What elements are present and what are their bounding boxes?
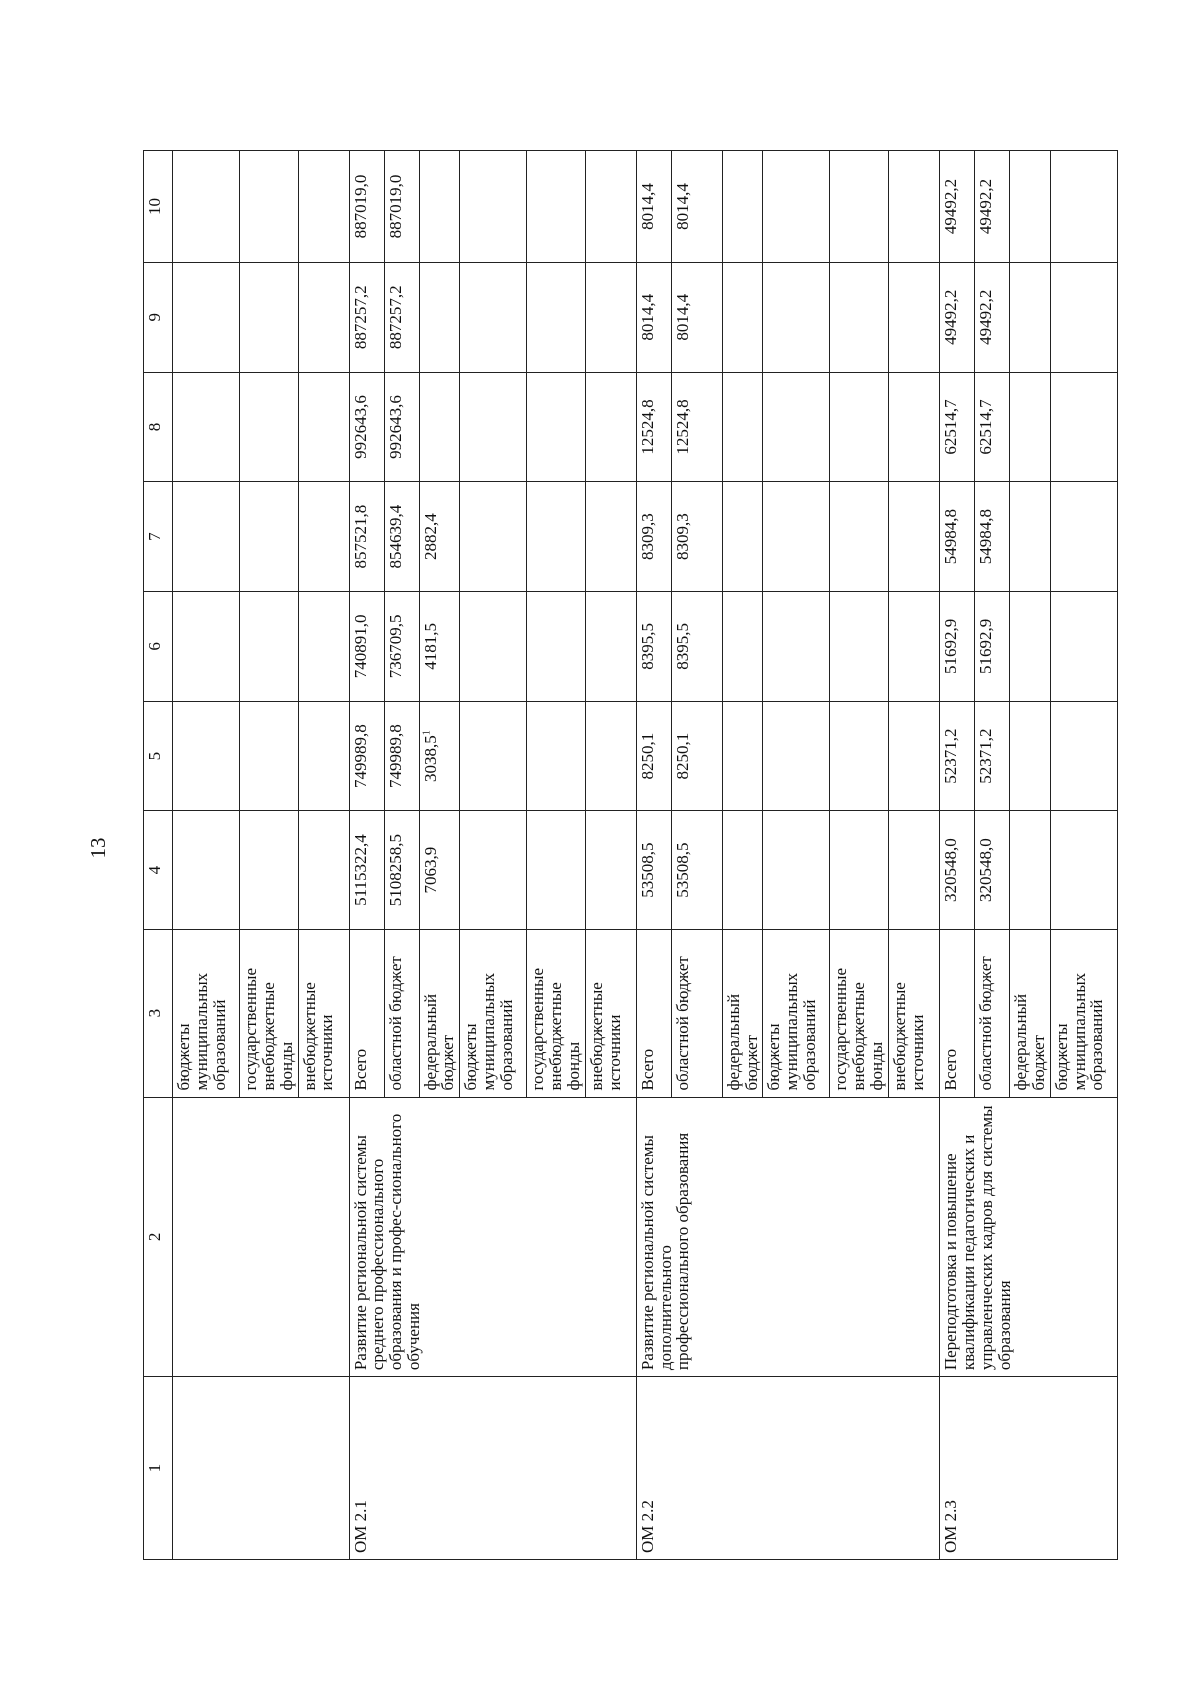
value-text: 992643,6 xyxy=(350,395,370,459)
value-cell xyxy=(419,262,460,372)
value-text: 51692,9 xyxy=(975,618,995,674)
value-cell xyxy=(585,701,636,811)
value-text: 749989,8 xyxy=(350,724,370,788)
value-cell xyxy=(671,701,722,811)
measure-code: ОМ 2.1 xyxy=(349,1377,636,1560)
value-cell xyxy=(240,482,299,592)
value-cell xyxy=(939,372,974,482)
value-cell xyxy=(974,592,1009,702)
column-header: 10 xyxy=(144,151,173,263)
value-cell xyxy=(939,811,974,929)
value-text: 49492,2 xyxy=(975,178,995,235)
value-cell xyxy=(384,372,419,482)
value-cell xyxy=(671,262,722,372)
value-cell xyxy=(173,262,240,372)
value-cell xyxy=(939,262,974,372)
value-cell xyxy=(349,262,384,372)
value-cell xyxy=(830,262,889,372)
value-cell xyxy=(939,701,974,811)
funding-source: внебюджетные источники xyxy=(298,929,349,1097)
value-text: 8250,1 xyxy=(672,732,692,780)
funding-source: бюджеты муниципальных образований xyxy=(173,929,240,1097)
value-cell xyxy=(974,262,1009,372)
value-cell xyxy=(888,701,939,811)
value-cell xyxy=(939,482,974,592)
value-cell xyxy=(722,592,763,702)
funding-source: внебюджетные источники xyxy=(888,929,939,1097)
table-row xyxy=(173,151,240,1560)
value-cell xyxy=(298,482,349,592)
funding-source: государственные внебюджетные фонды xyxy=(240,929,299,1097)
value-cell xyxy=(419,811,460,929)
funding-source: областной бюджет xyxy=(974,929,1009,1097)
column-header: 8 xyxy=(144,372,173,482)
value-cell xyxy=(974,811,1009,929)
funding-source: областной бюджет xyxy=(384,929,419,1097)
value-cell xyxy=(527,151,586,263)
value-cell xyxy=(671,372,722,482)
column-header: 3 xyxy=(144,929,173,1097)
funding-source: федеральный бюджет xyxy=(419,929,460,1097)
value-cell xyxy=(240,151,299,263)
value-cell xyxy=(763,151,830,263)
value-cell xyxy=(722,151,763,263)
value-cell xyxy=(671,151,722,263)
value-text: 52371,2 xyxy=(975,728,995,784)
value-cell xyxy=(722,482,763,592)
funding-source: бюджеты муниципальных образований xyxy=(1050,929,1117,1097)
value-cell xyxy=(585,482,636,592)
value-cell xyxy=(888,592,939,702)
value-cell xyxy=(240,592,299,702)
value-text: 62514,7 xyxy=(940,399,960,455)
value-cell xyxy=(527,592,586,702)
value-cell xyxy=(830,482,889,592)
measure-name: Развитие региональной системы дополнительного профессионального образования xyxy=(636,1097,939,1377)
value-cell xyxy=(830,151,889,263)
value-cell xyxy=(527,811,586,929)
value-text: 52371,2 xyxy=(940,728,960,784)
value-text: 5108258,5 xyxy=(385,833,405,907)
value-cell xyxy=(763,811,830,929)
funding-source: Всего xyxy=(636,929,671,1097)
value-cell xyxy=(384,592,419,702)
value-cell xyxy=(173,372,240,482)
value-cell xyxy=(173,701,240,811)
funding-source: бюджеты муниципальных образований xyxy=(460,929,527,1097)
value-cell xyxy=(527,372,586,482)
value-cell xyxy=(419,151,460,263)
value-cell xyxy=(419,701,460,811)
value-cell xyxy=(585,151,636,263)
value-cell xyxy=(585,592,636,702)
value-cell xyxy=(1009,701,1050,811)
value-cell xyxy=(722,262,763,372)
value-cell xyxy=(349,811,384,929)
value-cell xyxy=(974,701,1009,811)
value-cell xyxy=(349,482,384,592)
value-cell xyxy=(1050,592,1117,702)
value-cell xyxy=(173,811,240,929)
value-cell xyxy=(888,372,939,482)
value-cell xyxy=(1050,372,1117,482)
value-cell xyxy=(349,701,384,811)
measure-code xyxy=(173,1377,350,1560)
value-cell xyxy=(636,262,671,372)
value-cell xyxy=(636,592,671,702)
value-cell xyxy=(830,592,889,702)
value-cell xyxy=(636,811,671,929)
page-number: 13 xyxy=(86,837,110,859)
value-cell xyxy=(349,372,384,482)
funding-source: федеральный бюджет xyxy=(722,929,763,1097)
value-cell xyxy=(460,372,527,482)
value-cell xyxy=(763,372,830,482)
column-header: 6 xyxy=(144,592,173,702)
value-cell xyxy=(298,811,349,929)
value-cell xyxy=(460,151,527,263)
value-cell xyxy=(888,262,939,372)
value-cell xyxy=(173,592,240,702)
value-cell xyxy=(585,811,636,929)
value-cell xyxy=(888,811,939,929)
value-cell xyxy=(1009,372,1050,482)
value-cell xyxy=(349,592,384,702)
value-text: 887019,0 xyxy=(350,174,370,239)
value-cell xyxy=(636,701,671,811)
value-cell xyxy=(722,701,763,811)
value-cell xyxy=(763,592,830,702)
value-text: 5115322,4 xyxy=(350,834,370,906)
value-cell xyxy=(460,701,527,811)
value-cell xyxy=(419,372,460,482)
value-text: 8309,3 xyxy=(637,513,657,561)
column-header: 4 xyxy=(144,811,173,929)
value-cell xyxy=(298,592,349,702)
funding-source: Всего xyxy=(349,929,384,1097)
footnote-mark: 1 xyxy=(420,730,432,736)
value-cell xyxy=(298,701,349,811)
value-text: 992643,6 xyxy=(385,395,405,459)
value-cell xyxy=(460,592,527,702)
value-cell xyxy=(830,372,889,482)
value-cell xyxy=(419,592,460,702)
value-cell xyxy=(1050,482,1117,592)
value-cell xyxy=(888,482,939,592)
value-cell xyxy=(1050,151,1117,263)
value-text: 49492,2 xyxy=(940,289,960,345)
value-text: 887257,2 xyxy=(385,285,405,350)
value-cell xyxy=(830,811,889,929)
value-cell xyxy=(527,701,586,811)
value-text: 2882,4 xyxy=(420,513,440,561)
column-header: 2 xyxy=(144,1097,173,1377)
value-text: 54984,8 xyxy=(975,509,995,565)
value-cell xyxy=(1009,592,1050,702)
value-cell xyxy=(636,372,671,482)
column-header: 1 xyxy=(144,1377,173,1560)
value-text: 51692,9 xyxy=(940,618,960,674)
value-text: 854639,4 xyxy=(385,504,405,569)
value-text: 7063,9 xyxy=(420,846,440,894)
value-cell xyxy=(1009,151,1050,263)
measure-name: Переподготовка и повышение квалификации педагогических и управленческих кадров для системы образования xyxy=(939,1097,1117,1377)
value-text: 53508,5 xyxy=(672,842,692,898)
value-text: 4181,5 xyxy=(420,623,440,670)
value-cell xyxy=(1009,482,1050,592)
measure-name xyxy=(173,1097,350,1377)
value-cell xyxy=(671,811,722,929)
value-text: 320548,0 xyxy=(940,838,960,902)
value-cell xyxy=(1050,811,1117,929)
funding-source: Всего xyxy=(939,929,974,1097)
value-text: 54984,8 xyxy=(940,509,960,565)
value-text: 3038,5 xyxy=(420,735,440,782)
value-text: 740891,0 xyxy=(350,614,370,679)
value-cell xyxy=(636,482,671,592)
measure-name: Развитие региональной системы среднего профессионального образования и профес-сионального обучения xyxy=(349,1097,636,1377)
table-row xyxy=(939,151,974,1560)
value-text: 8309,3 xyxy=(672,513,692,561)
funding-source: областной бюджет xyxy=(671,929,722,1097)
value-text: 8250,1 xyxy=(637,732,657,780)
value-text: 736709,5 xyxy=(385,614,405,679)
table-row xyxy=(636,151,671,1560)
value-cell xyxy=(298,372,349,482)
value-cell xyxy=(671,592,722,702)
funding-source: бюджеты муниципальных образований xyxy=(763,929,830,1097)
funding-source: федеральный бюджет xyxy=(1009,929,1050,1097)
value-cell xyxy=(974,372,1009,482)
measure-code: ОМ 2.3 xyxy=(939,1377,1117,1560)
value-cell xyxy=(460,262,527,372)
value-cell xyxy=(1050,262,1117,372)
value-cell xyxy=(974,482,1009,592)
value-cell xyxy=(173,482,240,592)
value-cell xyxy=(527,482,586,592)
measure-code: ОМ 2.2 xyxy=(636,1377,939,1560)
funding-source: государственные внебюджетные фонды xyxy=(527,929,586,1097)
column-header: 7 xyxy=(144,482,173,592)
funding-source: внебюджетные источники xyxy=(585,929,636,1097)
value-text: 8014,4 xyxy=(637,183,657,230)
value-cell xyxy=(1009,262,1050,372)
column-header: 5 xyxy=(144,701,173,811)
value-cell xyxy=(460,811,527,929)
value-text: 12524,8 xyxy=(672,399,692,455)
value-cell xyxy=(349,151,384,263)
value-cell xyxy=(671,482,722,592)
value-cell xyxy=(939,151,974,263)
value-text: 8014,4 xyxy=(672,293,692,341)
value-text: 53508,5 xyxy=(637,842,657,898)
value-text: 857521,8 xyxy=(350,504,370,569)
column-header: 9 xyxy=(144,262,173,372)
value-cell xyxy=(585,262,636,372)
value-cell xyxy=(763,701,830,811)
value-cell xyxy=(585,372,636,482)
value-cell xyxy=(722,372,763,482)
budget-table xyxy=(143,150,1118,1560)
value-cell xyxy=(763,482,830,592)
value-cell xyxy=(240,372,299,482)
value-cell xyxy=(298,151,349,263)
value-cell xyxy=(939,592,974,702)
value-cell xyxy=(974,151,1009,263)
value-cell xyxy=(830,701,889,811)
value-cell xyxy=(173,151,240,263)
value-cell xyxy=(527,262,586,372)
value-cell xyxy=(240,262,299,372)
value-text: 49492,2 xyxy=(940,178,960,235)
value-text: 887019,0 xyxy=(385,174,405,239)
value-text: 320548,0 xyxy=(975,838,995,902)
value-cell xyxy=(384,482,419,592)
value-cell xyxy=(763,262,830,372)
value-text: 8014,4 xyxy=(672,183,692,230)
value-cell xyxy=(1009,811,1050,929)
value-cell xyxy=(384,151,419,263)
header-row xyxy=(144,151,173,1560)
value-text: 8014,4 xyxy=(637,293,657,341)
value-cell xyxy=(384,262,419,372)
value-text: 887257,2 xyxy=(350,285,370,350)
value-text: 49492,2 xyxy=(975,289,995,345)
value-text: 62514,7 xyxy=(975,399,995,455)
value-cell xyxy=(240,701,299,811)
value-cell xyxy=(298,262,349,372)
table-row xyxy=(349,151,384,1560)
value-text: 8395,5 xyxy=(672,623,692,670)
value-cell xyxy=(384,811,419,929)
value-cell xyxy=(460,482,527,592)
value-text: 8395,5 xyxy=(637,623,657,670)
value-cell xyxy=(636,151,671,263)
value-cell xyxy=(1050,701,1117,811)
value-text: 12524,8 xyxy=(637,399,657,455)
rotated-table-wrapper xyxy=(143,150,1107,1560)
funding-source: государственные внебюджетные фонды xyxy=(830,929,889,1097)
value-cell xyxy=(384,701,419,811)
value-text: 749989,8 xyxy=(385,724,405,788)
value-cell xyxy=(419,482,460,592)
value-cell xyxy=(888,151,939,263)
value-cell xyxy=(240,811,299,929)
value-cell xyxy=(722,811,763,929)
